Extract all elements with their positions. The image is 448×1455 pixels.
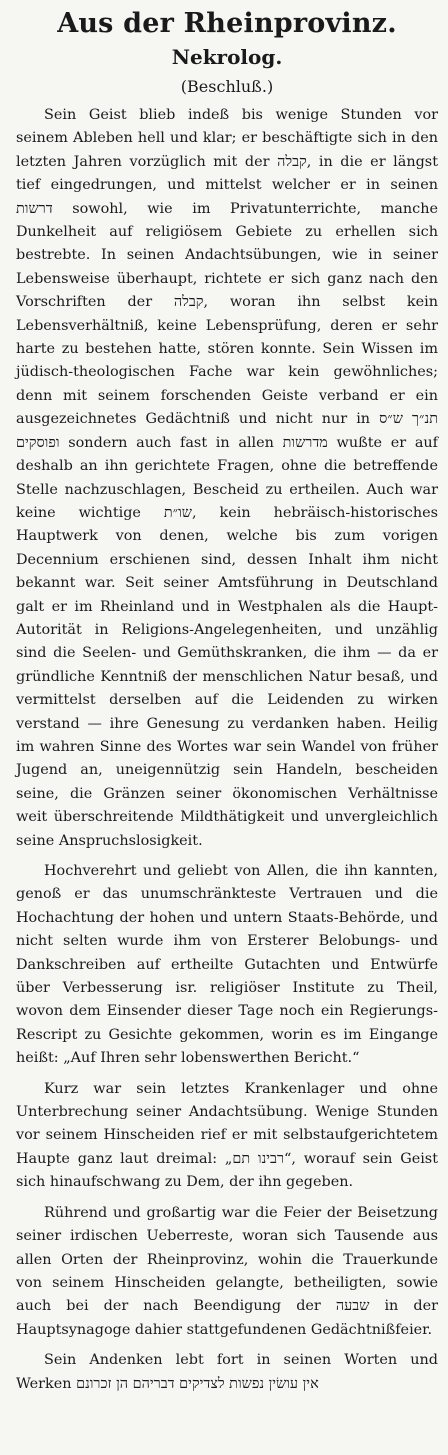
article-note: (Beschluß.) (180, 77, 274, 96)
paragraph-3: Kurz war sein letztes Krankenlager und ohne Unterbrechung seiner Andachtsübung. Wenige Stunden vor seinem Hinscheiden rief er mit selbstaufgerichtetem Haupte ganz laut dreimal: „רבינו תם“, worauf sein Geist sich hinaufschwang zu Dem, der ihn gegeben. (16, 1080, 438, 1191)
paragraph-4: Rührend und großartig war die Feier der Beisetzung seiner irdischen Ueberreste, woran sich Tausende aus allen Orten der Rheinprovinz, wohin die Trauerkunde von seinem Hinscheiden gelangte, betheiligten, sowie auch bei der nach Beendigung der שבעה in der Hauptsynagoge dahier stattgefundenen Gedächtnißfeier. (16, 1204, 438, 1338)
article-heading: Nekrolog. (171, 45, 283, 69)
paragraph-5: Sein Andenken lebt fort in seinen Worten und Werken אין עושׂין נפשות לצדיקים דבריהם הן זכרונם (16, 1352, 438, 1392)
section-title: Aus der Rheinprovinz. (57, 8, 397, 39)
paragraph-2: Hochverehrt und geliebt von Allen, die ihn kannten, genoß er das unumschränkteste Vertrauen und die Hochachtung der hohen und untern Staats-Behörde, und nicht selten wurde ihm von Ersterer Belobungs- und Dankschreiben auf ertheilte Gutachten und Entwürfe über Verbesserung isr. religiöser Institute zu Theil, wovon dem Einsender dieser Tage noch ein Regierungs-Rescript zu Gesichte gekommen, worin es im Eingange heißt: „Auf Ihren sehr lobenswerthen Bericht.“ (16, 863, 438, 1067)
paragraph-1: Sein Geist blieb indeß bis wenige Stunden vor seinem Ableben hell und klar; er beschäftigte sich in den letzten Jahren vorzüglich mit der קבלה, in die er längst tief eingedrungen, und mittelst welcher er in seinen דרשות sowohl, wie im Privatunterrichte, manche Dunkelheit auf religiösem Gebiete zu erhellen sich bestrebte. In seinen Andachtsübungen, wie in seiner Lebensweise überhaupt, richtete er sich ganz nach den Vorschriften der קבלה, woran ihn selbst kein Lebensverhältniß, keine Lebensprüfung, deren er sehr harte zu bestehen hatte, stören konnte. Sein Wissen im jüdisch-theologischen Fache war kein gewöhnliches; denn mit seinem forschenden Geiste verband er ein ausgezeichnetes Gedächtniß und nicht nur in תנ״ך ש״ס ופוסקים sondern auch fast in allen מדרשות wußte er auf deshalb an ihn gerichtete Fragen, ohne die betreffende Stelle nachzuschlagen, Bescheid zu ertheilen. Auch war keine wichtige שו״ת, kein hebräisch-historisches Hauptwerk von denen, welche bis zum vorigen Decennium erschienen sind, dessen Inhalt ihm nicht bekannt war. Seit seiner Amtsführung in Deutschland galt er im Rheinland und in Westphalen als die Haupt-Autorität in Religions-Angelegenheiten, und unzählig sind die Seelen- und Gemüthskranken, die ihm — da er gründliche Kenntniß der menschlichen Natur besaß, und vermittelst derselben auf die Leidenden zu wirken verstand — ihre Genesung zu verdanken haben. Heilig im wahren Sinne des Wortes war sein Wandel von früher Jugend an, uneigennützig sein Handeln, bescheiden seine, die Gränzen seiner ökonomischen Verhältnisse weit überschreitende Mildthätigkeit und unvergleichlich seine Anspruchslosigkeit. (16, 107, 439, 849)
